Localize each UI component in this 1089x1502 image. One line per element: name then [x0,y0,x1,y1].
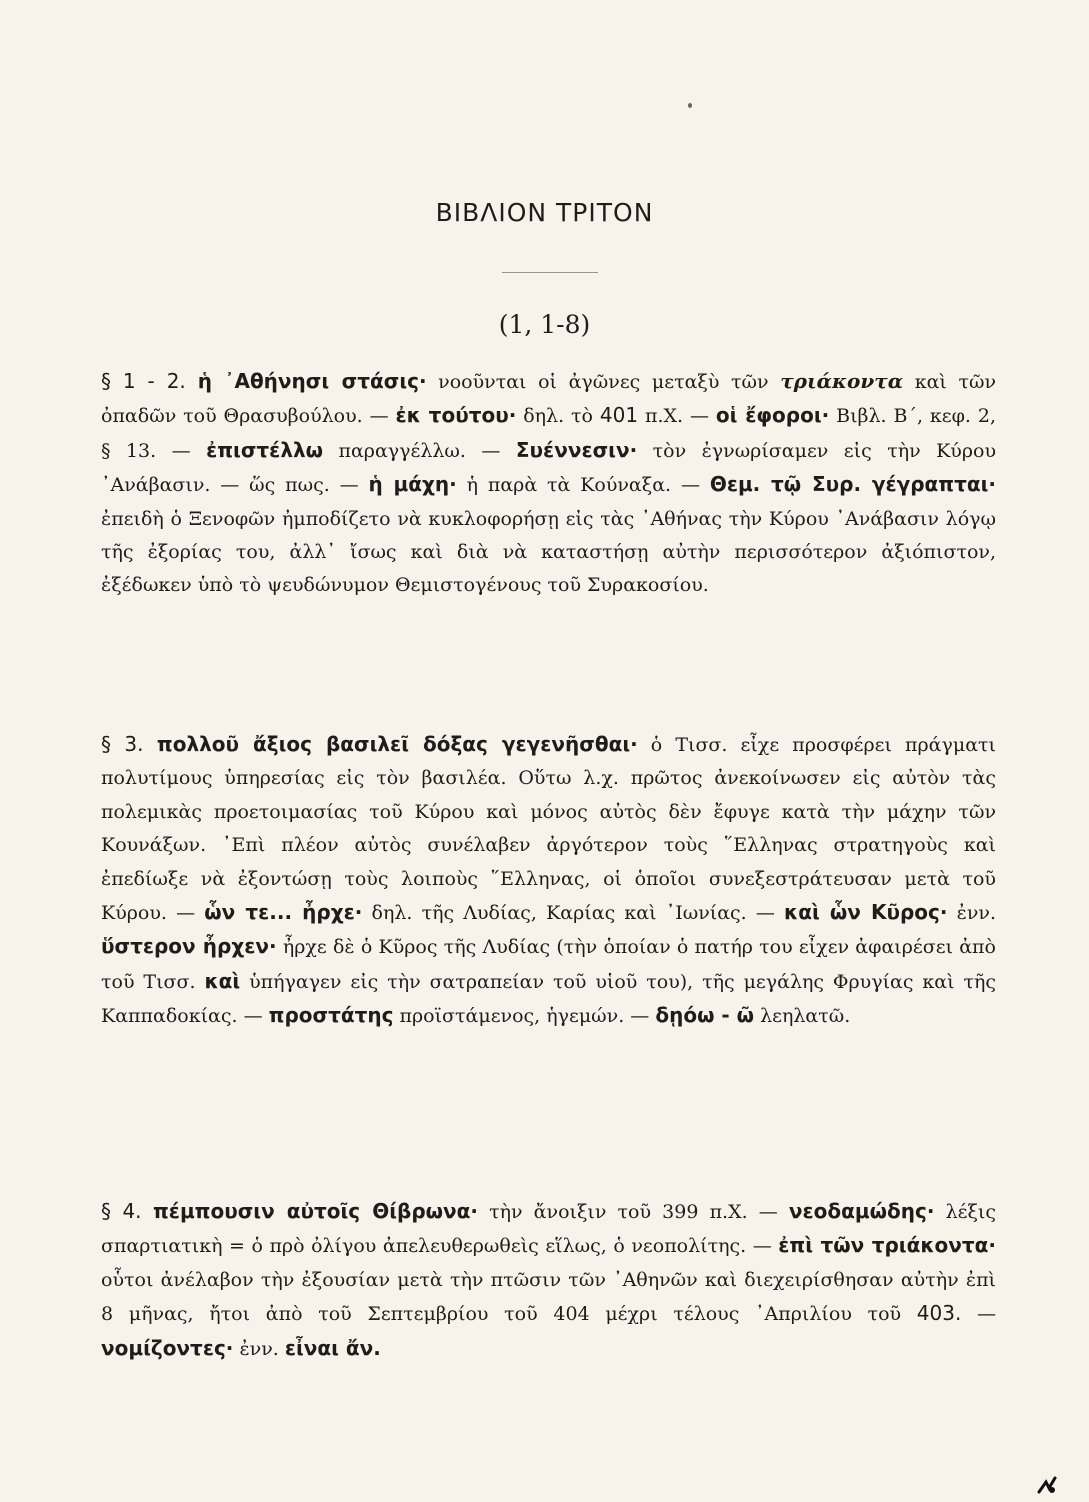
section-number: § 4. [101,1199,153,1223]
lemma: προστάτης [268,1003,394,1028]
lemma: νεοδαμώδης· [788,1199,935,1223]
commentary: καὶ τῶν ὀπαδῶν τοῦ Θρασυβούλου. — [101,371,997,428]
lemma: ἡ μάχη· [368,472,457,497]
commentary: λέξις σπαρτιατικὴ = ὁ πρὸ ὀλίγου ἀπελευθερωθεὶς εἵλως, ὁ νεοπολίτης. — [101,1201,997,1258]
ink-mark-icon [1036,1474,1058,1496]
commentary: ἡ παρὰ τὰ Κούναξα. — [456,474,710,497]
lemma: πολλοῦ ἄξιος βασιλεῖ δόξας γεγενῆσθαι· [156,732,638,756]
commentary: τὴν ἄνοιξιν τοῦ 399 π.Χ. — [477,1201,789,1223]
section-number: § 3. [101,732,157,756]
paragraph-3 [101,728,996,1034]
paragraph-4 [101,1195,996,1366]
lemma: εἶναι ἄν. [284,1335,381,1360]
lemma: ἐπιστέλλω [206,437,324,462]
section-1-2 [101,365,996,603]
section-3 [101,728,996,1034]
commentary: ὁ Τισσ. εἶχε προσφέρει πράγματι πολυτίμους ὑπηρεσίας εἰς τὸν βασιλέα. Οὕτω λ.χ. πρῶτος ἀνεκοίνωσεν εἰς αὐτὸν τὰς πολεμικὰς προετοιμασίας τοῦ Κύρου καὶ μόνος αὐτὸς δὲν ἔφυγε κατὰ τὴν μάχην τῶν Κουνάξων. ᾿Επὶ πλέον αὐτὸς συνέλαβεν ἀργότερον τοὺς ῞Ελληνας στρατηγοὺς καὶ ἐπεδίωξε νὰ ἐξοντώσῃ τοὺς λοιποὺς ῞Ελληνας, οἱ ὁποῖοι συνεξεστράτευσαν μετὰ τοῦ Κύρου. — [101,734,996,925]
lemma: ὧν τε... ἦρχε· [204,900,363,925]
paragraph-1-2 [101,365,996,603]
book-title: ΒΙΒΛΙΟΝ ΤΡΙΤΟΝ [435,198,654,227]
lemma: Θεμ. τῷ Συρ. γέγραπται· [709,472,996,497]
commentary: τὸν ἐγνωρίσαμεν εἰς τὴν Κύρου ᾿Ανάβασιν. — [101,439,996,497]
commentary: ἐπειδὴ ὁ Ξενοφῶν ἠμποδίζετο νὰ κυκλοφορήσῃ εἰς τὰς ᾿Αθήνας τὴν Κύρου ᾿Ανάβασιν λόγῳ τῆς ἐξορίας του, ἀλλ᾿ ἴσως καὶ διὰ νὰ καταστήσῃ αὐτὴν περισσότερον ἀξιόπιστον, ἐξέδωκεν ὑπὸ τὸ ψευδώνυμον Θεμιστογένους τοῦ Συρακοσίου. [101,507,996,597]
commentary: παραγγέλλω. — [323,439,516,462]
lemma: καὶ ὧν Κῦρος· [784,900,948,925]
lemma: δῃόω - ῶ [655,1003,755,1028]
commentary: ἐνν. [947,902,996,925]
commentary: δηλ. τὸ [516,405,600,428]
lemma: ἐκ τούτου· [395,403,517,428]
commentary: νοοῦνται οἱ ἀγῶνες μεταξὺ τῶν [426,371,781,393]
lemma: Συέννεσιν· [515,437,638,462]
section-number: § 1 - 2. [101,369,198,393]
lemma: ἡ ᾿Αθήνησι στάσις· [197,369,427,393]
lemma: νομίζοντες· [101,1335,234,1360]
commentary: π.Χ. — [638,405,716,428]
lemma: ὕστερον ἦρχεν· [101,934,277,959]
commentary: οὗτοι ἀνέλαβον τὴν ἐξουσίαν μετὰ τὴν πτῶσιν τῶν ᾿Αθηνῶν καὶ διεχειρίσθησαν αὐτὴν ἐπὶ 8 μῆνας, ἤτοι ἀπὸ τοῦ Σεπτεμβρίου τοῦ 404 μέχρι τέλους ᾿Απριλίου τοῦ [101,1268,996,1326]
year: 401 [599,403,639,428]
section-4 [101,1195,996,1366]
lemma: ἐπὶ τῶν τριάκοντα· [778,1233,996,1258]
lemma: οἱ ἔφοροι· [715,403,830,428]
commentary: ὑπήγαγεν εἰς τὴν σατραπείαν τοῦ υἱοῦ του), τῆς μεγάλης Φρυγίας καὶ τῆς Καππαδοκίας. — [101,970,997,1028]
commentary: προϊστάμενος, ἡγεμών. — [393,1005,656,1028]
page-dot [688,103,692,108]
commentary: — [329,474,369,497]
corner-ink-mark [1036,1474,1058,1502]
commentary: — [961,1303,996,1326]
lemma: πέμπουσιν αὐτοῖς Θίβρωνα· [152,1199,478,1223]
commentary: δηλ. τῆς Λυδίας, Καρίας καὶ ᾿Ιωνίας. — [362,902,785,925]
lemma: καὶ [204,968,241,993]
chapter-range: (1, 1-8) [498,310,591,339]
commentary: ὥς πως. [249,474,330,497]
commentary: λεηλατῶ. [754,1005,851,1028]
year: 403. [916,1301,962,1326]
commentary: ἐνν. [233,1337,285,1360]
title-divider [502,272,598,273]
commentary: Βιβλ. Β΄, κεφ. 2, § 13. — [101,405,997,462]
lemma: τριάκοντα [780,369,904,393]
commentary: ἦρχε δὲ ὁ Κῦρος τῆς Λυδίας (τὴν ὁποίαν ὁ πατήρ του εἶχεν ἀφαιρέσει ἀπὸ τοῦ Τισσ. [101,936,996,993]
